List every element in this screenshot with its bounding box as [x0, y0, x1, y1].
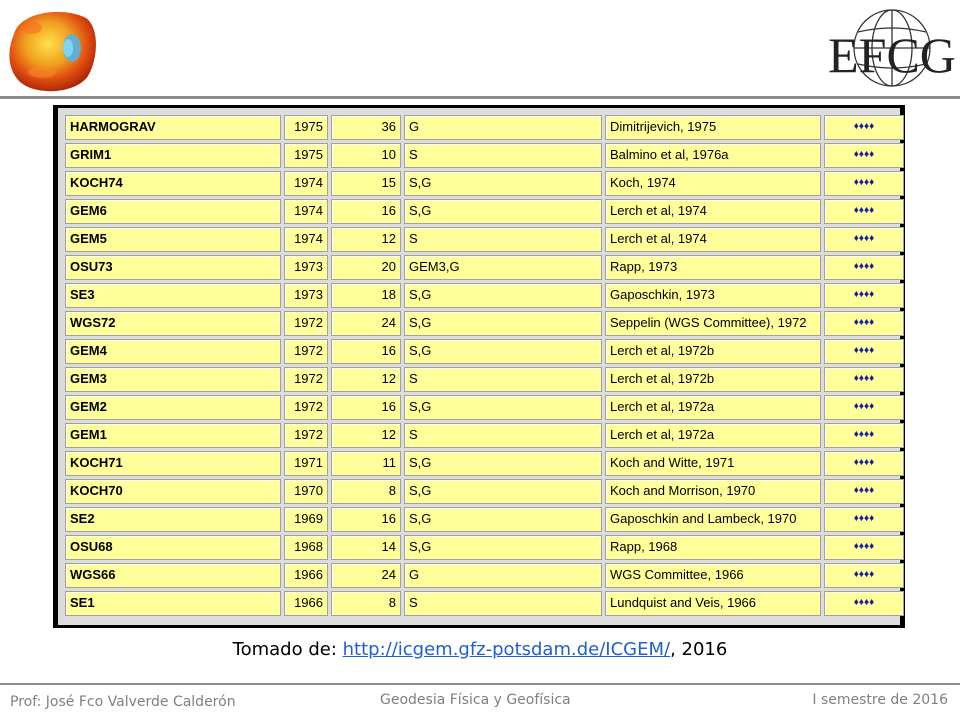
efcg-logo [826, 4, 958, 94]
table-row [65, 563, 904, 588]
model-name-cell: WGS72 [65, 311, 281, 336]
degree-cell: 20 [331, 255, 401, 280]
data-cell: S,G [404, 283, 602, 308]
year-cell: 1968 [284, 535, 328, 560]
degree-cell: 15 [331, 171, 401, 196]
table-row [65, 339, 904, 364]
download-link-cell[interactable]: ♦♦♦♦ [824, 395, 904, 420]
download-link-cell[interactable]: ♦♦♦♦ [824, 507, 904, 532]
download-link-cell[interactable]: ♦♦♦♦ [824, 479, 904, 504]
degree-cell: 16 [331, 339, 401, 364]
reference-cell: Rapp, 1973 [605, 255, 821, 280]
table-row [65, 479, 904, 504]
year-cell: 1973 [284, 255, 328, 280]
year-cell: 1966 [284, 591, 328, 616]
degree-cell: 16 [331, 199, 401, 224]
reference-cell: Dimitrijevich, 1975 [605, 115, 821, 140]
download-link-cell[interactable]: ♦♦♦♦ [824, 423, 904, 448]
reference-cell: Lerch et al, 1972a [605, 395, 821, 420]
data-cell: S [404, 227, 602, 252]
reference-cell: Rapp, 1968 [605, 535, 821, 560]
model-name-cell: OSU73 [65, 255, 281, 280]
data-cell: S,G [404, 535, 602, 560]
model-name-cell: GEM6 [65, 199, 281, 224]
degree-cell: 10 [331, 143, 401, 168]
reference-cell: Lerch et al, 1974 [605, 199, 821, 224]
data-cell: S,G [404, 199, 602, 224]
download-link-cell[interactable]: ♦♦♦♦ [824, 199, 904, 224]
degree-cell: 12 [331, 367, 401, 392]
download-link-cell[interactable]: ♦♦♦♦ [824, 311, 904, 336]
table-row [65, 255, 904, 280]
download-link-cell[interactable]: ♦♦♦♦ [824, 227, 904, 252]
table-row [65, 227, 904, 252]
table-row [65, 143, 904, 168]
model-name-cell: WGS66 [65, 563, 281, 588]
footer-term: I semestre de 2016 [812, 692, 948, 708]
download-link-cell[interactable]: ♦♦♦♦ [824, 115, 904, 140]
table-row [65, 367, 904, 392]
data-cell: S,G [404, 395, 602, 420]
reference-cell: Balmino et al, 1976a [605, 143, 821, 168]
table-row [65, 535, 904, 560]
model-name-cell: KOCH74 [65, 171, 281, 196]
download-link-cell[interactable]: ♦♦♦♦ [824, 367, 904, 392]
reference-cell: Lundquist and Veis, 1966 [605, 591, 821, 616]
table-row [65, 199, 904, 224]
degree-cell: 36 [331, 115, 401, 140]
reference-cell: Gaposchkin and Lambeck, 1970 [605, 507, 821, 532]
download-link-cell[interactable]: ♦♦♦♦ [824, 535, 904, 560]
table-row [65, 115, 904, 140]
download-link-cell[interactable]: ♦♦♦♦ [824, 451, 904, 476]
model-name-cell: GEM4 [65, 339, 281, 364]
degree-cell: 12 [331, 423, 401, 448]
reference-cell: Lerch et al, 1974 [605, 227, 821, 252]
data-cell: S,G [404, 507, 602, 532]
model-name-cell: GEM3 [65, 367, 281, 392]
footer-course: Geodesia Física y Geofísica [380, 692, 571, 708]
data-cell: S,G [404, 479, 602, 504]
download-link-cell[interactable]: ♦♦♦♦ [824, 255, 904, 280]
model-name-cell: SE3 [65, 283, 281, 308]
model-name-cell: SE2 [65, 507, 281, 532]
reference-cell: Koch and Morrison, 1970 [605, 479, 821, 504]
data-cell: S [404, 423, 602, 448]
year-cell: 1975 [284, 143, 328, 168]
reference-cell: Koch, 1974 [605, 171, 821, 196]
data-cell: S [404, 367, 602, 392]
data-cell: S,G [404, 451, 602, 476]
table-row [65, 451, 904, 476]
table-row [65, 507, 904, 532]
degree-cell: 14 [331, 535, 401, 560]
download-link-cell[interactable]: ♦♦♦♦ [824, 591, 904, 616]
degree-cell: 18 [331, 283, 401, 308]
model-name-cell: GEM5 [65, 227, 281, 252]
data-cell: S [404, 591, 602, 616]
footer-author: Prof: José Fco Valverde Calderón [10, 694, 236, 710]
model-name-cell: KOCH70 [65, 479, 281, 504]
data-cell: G [404, 115, 602, 140]
degree-cell: 16 [331, 507, 401, 532]
download-link-cell[interactable]: ♦♦♦♦ [824, 563, 904, 588]
data-cell: S,G [404, 311, 602, 336]
reference-cell: Lerch et al, 1972a [605, 423, 821, 448]
table-row [65, 395, 904, 420]
source-link[interactable]: http://icgem.gfz-potsdam.de/ICGEM/ [342, 639, 671, 660]
data-cell: GEM3,G [404, 255, 602, 280]
degree-cell: 12 [331, 227, 401, 252]
year-cell: 1972 [284, 423, 328, 448]
year-cell: 1969 [284, 507, 328, 532]
degree-cell: 16 [331, 395, 401, 420]
year-cell: 1972 [284, 395, 328, 420]
model-name-cell: OSU68 [65, 535, 281, 560]
year-cell: 1972 [284, 311, 328, 336]
year-cell: 1973 [284, 283, 328, 308]
reference-cell: Gaposchkin, 1973 [605, 283, 821, 308]
data-cell: G [404, 563, 602, 588]
footer-divider [0, 683, 960, 685]
table-row [65, 423, 904, 448]
efcg-logo-text: EFCG [828, 27, 956, 83]
year-cell: 1972 [284, 339, 328, 364]
table-row [65, 283, 904, 308]
table-row [65, 591, 904, 616]
model-name-cell: KOCH71 [65, 451, 281, 476]
reference-cell: Lerch et al, 1972b [605, 367, 821, 392]
year-cell: 1966 [284, 563, 328, 588]
download-link-cell[interactable]: ♦♦♦♦ [824, 143, 904, 168]
data-cell: S [404, 143, 602, 168]
year-cell: 1975 [284, 115, 328, 140]
model-name-cell: SE1 [65, 591, 281, 616]
download-link-cell[interactable]: ♦♦♦♦ [824, 283, 904, 308]
source-suffix: , 2016 [670, 639, 728, 660]
reference-cell: Seppelin (WGS Committee), 1972 [605, 311, 821, 336]
table-row [65, 311, 904, 336]
download-link-cell[interactable]: ♦♦♦♦ [824, 339, 904, 364]
degree-cell: 11 [331, 451, 401, 476]
year-cell: 1974 [284, 227, 328, 252]
reference-cell: Koch and Witte, 1971 [605, 451, 821, 476]
year-cell: 1972 [284, 367, 328, 392]
year-cell: 1970 [284, 479, 328, 504]
degree-cell: 8 [331, 479, 401, 504]
source-prefix: Tomado de: [232, 639, 343, 660]
table-row [65, 171, 904, 196]
data-cell: S,G [404, 339, 602, 364]
degree-cell: 8 [331, 591, 401, 616]
reference-cell: WGS Committee, 1966 [605, 563, 821, 588]
header-divider [0, 96, 960, 99]
models-table-frame [53, 105, 905, 628]
download-link-cell[interactable]: ♦♦♦♦ [824, 171, 904, 196]
reference-cell: Lerch et al, 1972b [605, 339, 821, 364]
model-name-cell: GEM2 [65, 395, 281, 420]
year-cell: 1974 [284, 171, 328, 196]
model-name-cell: GEM1 [65, 423, 281, 448]
year-cell: 1974 [284, 199, 328, 224]
geoid-globe-icon [2, 4, 102, 96]
data-cell: S,G [404, 171, 602, 196]
model-name-cell: HARMOGRAV [65, 115, 281, 140]
source-citation [0, 639, 960, 660]
degree-cell: 24 [331, 311, 401, 336]
gravity-models-table [62, 112, 907, 619]
model-name-cell: GRIM1 [65, 143, 281, 168]
year-cell: 1971 [284, 451, 328, 476]
degree-cell: 24 [331, 563, 401, 588]
